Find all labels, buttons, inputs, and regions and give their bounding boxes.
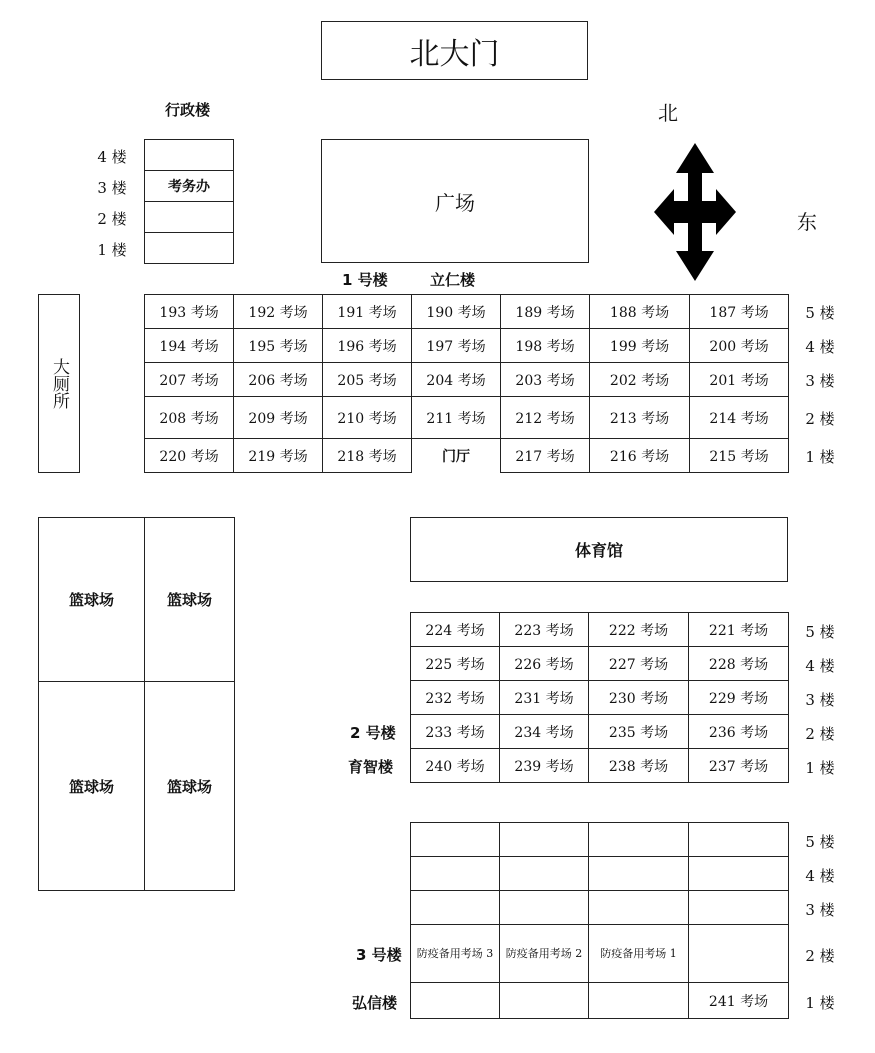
exam-room: 220 考场 <box>145 439 234 473</box>
exam-room: 239 考场 <box>500 749 589 783</box>
gymnasium-label: 体育馆 <box>574 541 623 560</box>
building3-floor-label: 3 楼 <box>805 901 835 919</box>
basketball-courts <box>38 517 235 891</box>
exam-room: 221 考场 <box>689 613 789 647</box>
room-cell <box>411 857 500 891</box>
admin-floor-label: 3 楼 <box>97 179 127 197</box>
exam-room: 230 考场 <box>589 681 689 715</box>
building2-name: 育智楼 <box>348 758 394 776</box>
building1-floor-label: 3 楼 <box>805 372 835 390</box>
exam-room: 236 考场 <box>689 715 789 749</box>
plaza <box>321 139 589 263</box>
basketball-court: 篮球场 <box>39 682 145 891</box>
exam-room: 206 考场 <box>234 363 323 397</box>
admin-floor-label: 4 楼 <box>97 148 127 166</box>
exam-room: 227 考场 <box>589 647 689 681</box>
exam-room: 241 考场 <box>689 983 789 1019</box>
exam-room: 209 考场 <box>234 397 323 439</box>
gymnasium <box>410 517 788 582</box>
room-cell <box>411 823 500 857</box>
compass-arrow-icon <box>652 143 738 281</box>
compass-east-label: 东 <box>797 210 817 234</box>
basketball-court: 篮球场 <box>145 518 235 682</box>
building3-floor-label: 5 楼 <box>805 833 835 851</box>
admin-floor-cell <box>145 202 234 233</box>
building2-floor-label: 5 楼 <box>805 623 835 641</box>
building1-floor-label: 5 楼 <box>805 304 835 322</box>
admin-floor-cell <box>145 140 234 171</box>
room-cell <box>411 891 500 925</box>
building3-number: 3 号楼 <box>356 946 402 964</box>
exam-room: 207 考场 <box>145 363 234 397</box>
north-gate <box>321 21 588 80</box>
exam-room: 192 考场 <box>234 295 323 329</box>
exam-room: 187 考场 <box>690 295 789 329</box>
building2-floor-label: 3 楼 <box>805 691 835 709</box>
exam-room: 217 考场 <box>501 439 590 473</box>
basketball-court: 篮球场 <box>145 682 235 891</box>
exam-room: 200 考场 <box>690 329 789 363</box>
exam-room: 210 考场 <box>323 397 412 439</box>
room-cell <box>500 823 589 857</box>
building1-name: 立仁楼 <box>430 271 476 289</box>
room-cell <box>589 891 689 925</box>
main-toilet <box>38 294 80 473</box>
admin-building-title: 行政楼 <box>165 101 211 119</box>
exam-room: 234 考场 <box>500 715 589 749</box>
building3-grid <box>410 822 789 1019</box>
exam-room: 228 考场 <box>689 647 789 681</box>
room-cell <box>689 891 789 925</box>
building1-number: 1 号楼 <box>342 271 388 289</box>
north-gate-label: 北大门 <box>409 36 500 72</box>
building2-grid <box>410 612 789 783</box>
exam-room: 216 考场 <box>590 439 690 473</box>
exam-room: 195 考场 <box>234 329 323 363</box>
exam-room: 240 考场 <box>411 749 500 783</box>
room-cell <box>689 857 789 891</box>
exam-room: 237 考场 <box>689 749 789 783</box>
exam-room: 190 考场 <box>412 295 501 329</box>
exam-room: 226 考场 <box>500 647 589 681</box>
exam-room: 225 考场 <box>411 647 500 681</box>
building3-name: 弘信楼 <box>352 994 398 1012</box>
exam-room: 218 考场 <box>323 439 412 473</box>
exam-room: 198 考场 <box>501 329 590 363</box>
exam-room: 235 考场 <box>589 715 689 749</box>
room-cell <box>689 823 789 857</box>
room-cell <box>500 983 589 1019</box>
exam-room: 188 考场 <box>590 295 690 329</box>
exam-room: 191 考场 <box>323 295 412 329</box>
exam-room: 202 考场 <box>590 363 690 397</box>
admin-building-grid <box>144 139 234 264</box>
exam-room: 205 考场 <box>323 363 412 397</box>
room-cell <box>500 891 589 925</box>
exam-room: 214 考场 <box>690 397 789 439</box>
compass-north-label: 北 <box>658 101 678 125</box>
building2-floor-label: 2 楼 <box>805 725 835 743</box>
room-cell <box>689 925 789 983</box>
basketball-court: 篮球场 <box>39 518 145 682</box>
backup-exam-room: 防疫备用考场 1 <box>589 925 689 983</box>
exam-room: 196 考场 <box>323 329 412 363</box>
exam-room: 189 考场 <box>501 295 590 329</box>
exam-room: 231 考场 <box>500 681 589 715</box>
exam-room: 233 考场 <box>411 715 500 749</box>
building2-number: 2 号楼 <box>350 724 396 742</box>
room-cell <box>500 857 589 891</box>
exam-room: 211 考场 <box>412 397 501 439</box>
building1-floor-label: 2 楼 <box>805 410 835 428</box>
exam-office: 考务办 <box>145 171 234 202</box>
main-toilet-label: 大厕所 <box>49 358 69 409</box>
exam-room: 208 考场 <box>145 397 234 439</box>
exam-room: 238 考场 <box>589 749 689 783</box>
exam-room: 219 考场 <box>234 439 323 473</box>
building1-floor-label: 1 楼 <box>805 448 835 466</box>
room-cell <box>411 983 500 1019</box>
building1-grid <box>144 294 789 473</box>
admin-floor-label: 1 楼 <box>97 241 127 259</box>
exam-room: 197 考场 <box>412 329 501 363</box>
building3-floor-label: 1 楼 <box>805 994 835 1012</box>
backup-exam-room: 防疫备用考场 2 <box>500 925 589 983</box>
exam-room: 201 考场 <box>690 363 789 397</box>
entrance-hall: 门厅 <box>442 448 470 465</box>
backup-exam-room: 防疫备用考场 3 <box>411 925 500 983</box>
exam-room: 212 考场 <box>501 397 590 439</box>
room-cell <box>589 857 689 891</box>
exam-room: 203 考场 <box>501 363 590 397</box>
exam-room: 194 考场 <box>145 329 234 363</box>
admin-floor-cell <box>145 233 234 264</box>
building1-floor-label: 4 楼 <box>805 338 835 356</box>
exam-room: 223 考场 <box>500 613 589 647</box>
exam-room: 229 考场 <box>689 681 789 715</box>
plaza-label: 广场 <box>435 190 475 215</box>
exam-room: 213 考场 <box>590 397 690 439</box>
building3-floor-label: 2 楼 <box>805 947 835 965</box>
admin-floor-label: 2 楼 <box>97 210 127 228</box>
building2-floor-label: 1 楼 <box>805 759 835 777</box>
exam-room: 199 考场 <box>590 329 690 363</box>
room-cell <box>589 983 689 1019</box>
exam-room: 204 考场 <box>412 363 501 397</box>
exam-room: 215 考场 <box>690 439 789 473</box>
building2-floor-label: 4 楼 <box>805 657 835 675</box>
exam-room: 232 考场 <box>411 681 500 715</box>
exam-room: 222 考场 <box>589 613 689 647</box>
exam-room: 193 考场 <box>145 295 234 329</box>
exam-room: 224 考场 <box>411 613 500 647</box>
room-cell <box>589 823 689 857</box>
building3-floor-label: 4 楼 <box>805 867 835 885</box>
